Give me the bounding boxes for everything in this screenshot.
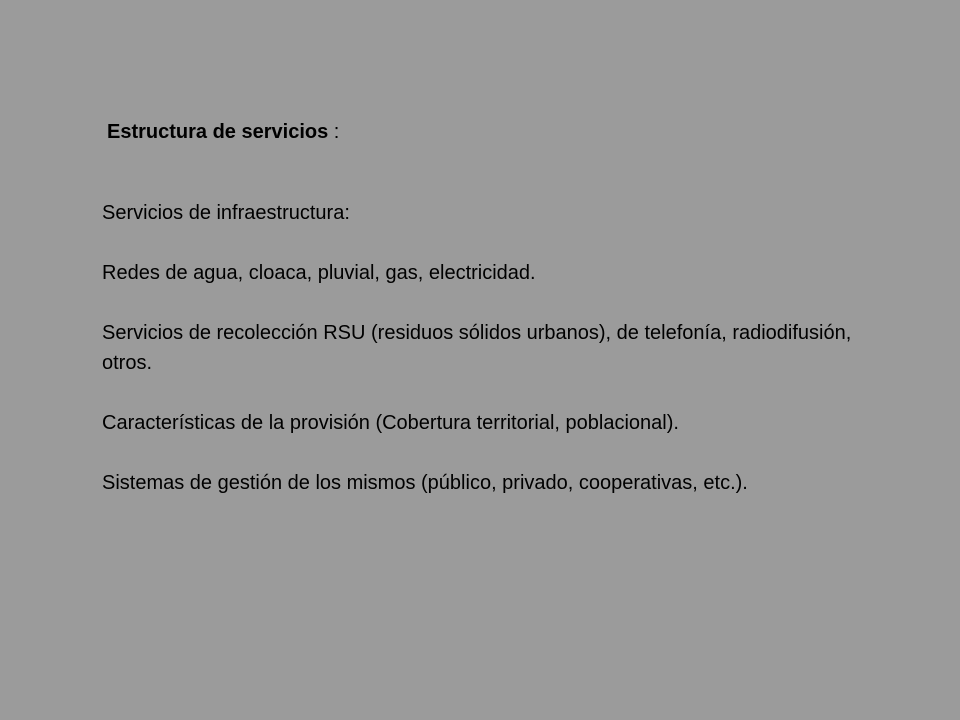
slide-body	[102, 198, 882, 528]
slide-title-bold: Estructura de servicios	[107, 121, 329, 143]
paragraph-caracteristicas: Características de la provisión (Cobertura territorial, poblacional).	[102, 412, 679, 434]
paragraph-infraestructura: Servicios de infraestructura:	[102, 202, 350, 224]
paragraph-recoleccion: Servicios de recolección RSU (residuos sólidos urbanos), de telefonía, radiodifusión, otros.	[102, 322, 852, 374]
slide-title-suffix: :	[328, 121, 340, 143]
slide-title	[107, 118, 339, 146]
paragraph-redes: Redes de agua, cloaca, pluvial, gas, electricidad.	[102, 262, 536, 284]
paragraph-gestion: Sistemas de gestión de los mismos (público, privado, cooperativas, etc.).	[102, 472, 748, 494]
